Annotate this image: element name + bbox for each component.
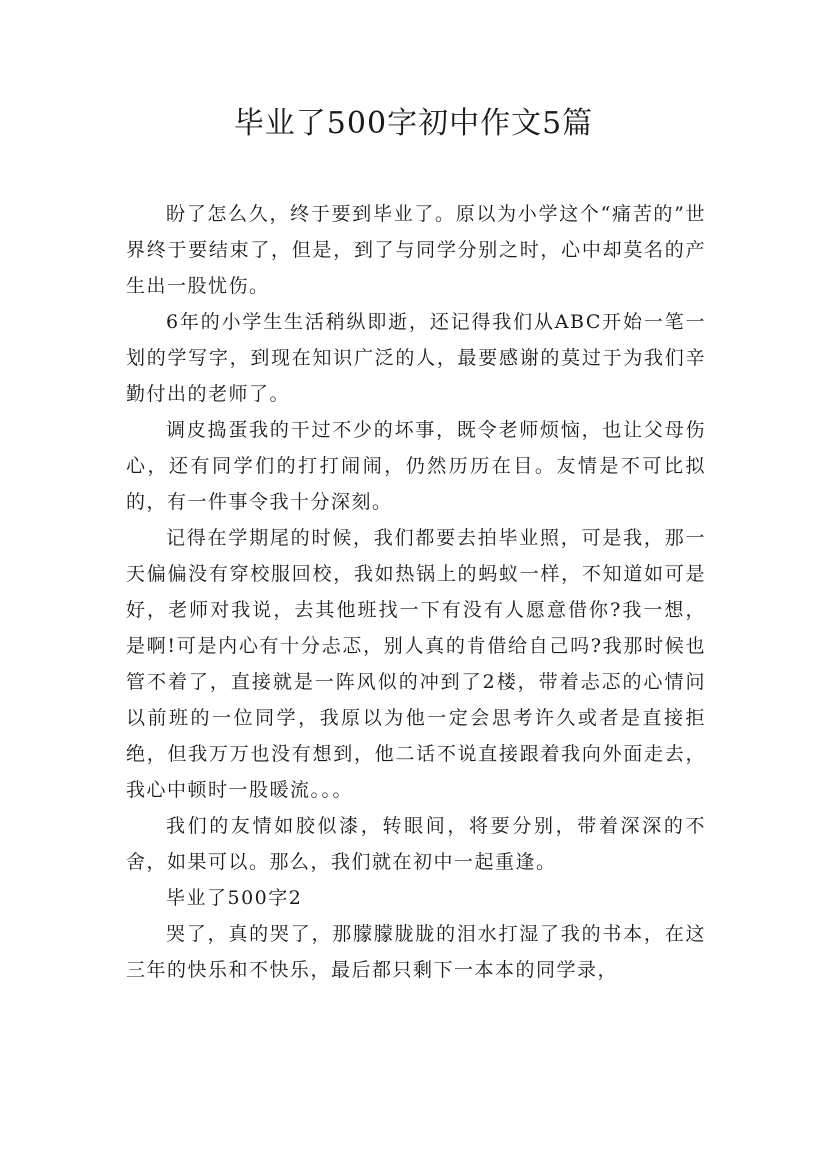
paragraph-6: 哭了，真的哭了，那朦朦胧胧的泪水打湿了我的书本，在这三年的快乐和不快乐，最后都只剩下一本本的同学录，: [126, 923, 706, 981]
paragraph-2: 6年的小学生生活稍纵即逝，还记得我们从ABC开始一笔一划的学写字，到现在知识广泛的人，最要感谢的莫过于为我们辛勤付出的老师了。: [126, 311, 706, 405]
paragraph-1: 盼了怎么久，终于要到毕业了。原以为小学这个“痛苦的”世界终于要结束了，但是，到了与同学分别之时，心中却莫名的产生出一股忧伤。: [126, 203, 706, 297]
paragraph-5: 我们的友情如胶似漆，转眼间，将要分别，带着深深的不舍，如果可以。那么，我们就在初中一起重逢。: [126, 815, 706, 873]
paragraph-3: 调皮捣蛋我的干过不少的坏事，既令老师烦恼，也让父母伤心，还有同学们的打打闹闹，仍然历历在目。友情是不可比拟的，有一件事令我十分深刻。: [126, 419, 706, 513]
section-subheading: 毕业了500字2: [166, 887, 303, 909]
document-title: 毕业了500字初中作文5篇: [233, 106, 594, 141]
paragraph-4: 记得在学期尾的时候，我们都要去拍毕业照，可是我，那一天偏偏没有穿校服回校，我如热锅上的蚂蚁一样，不知道如可是好，老师对我说，去其他班找一下有没有人愿意借你?我一想，是啊!可是内心有十分忐忑，别人真的肯借给自己吗?我那时候也管不着了，直接就是一阵风似的冲到了2楼，带着忐忑的心情问以前班的一位同学，我原以为他一定会思考许久或者是直接拒绝，但我万万也没有想到，他二话不说直接跟着我向外面走去，我心中顿时一股暖流。。。: [126, 527, 706, 801]
document-body: [126, 196, 706, 988]
